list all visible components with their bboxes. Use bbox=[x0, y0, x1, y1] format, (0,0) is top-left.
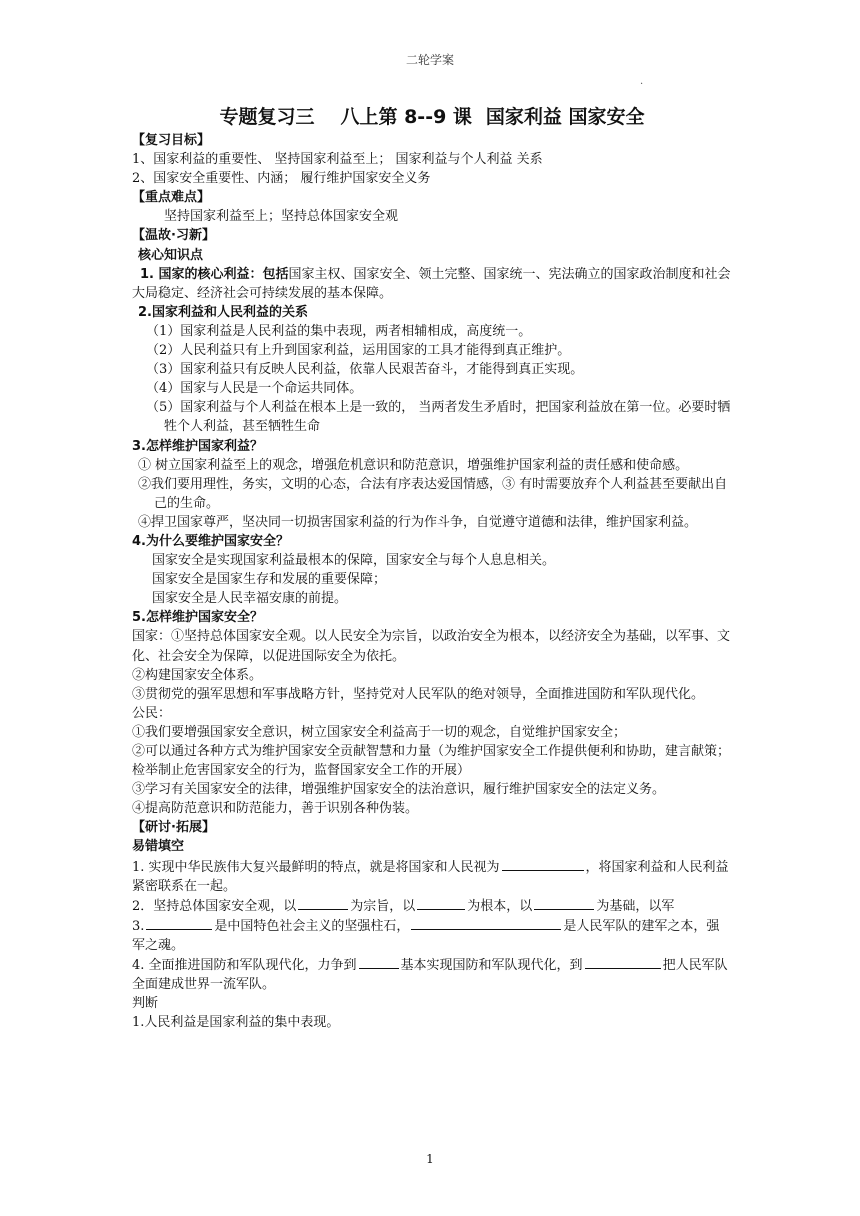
fill-4-text-b: 基本实现国防和军队现代化，到 bbox=[400, 958, 583, 974]
fill-blank[interactable] bbox=[585, 955, 661, 969]
knowledge-5-citizen-item: ③学习有关国家安全的法律，增强维护国家安全的法治意识，履行维护国家安全的法定义务。 bbox=[132, 782, 666, 798]
keys-heading: 【重点难点】 bbox=[132, 190, 211, 206]
fill-2-text-a: 2．坚持总体国家安全观，以 bbox=[132, 898, 297, 914]
fill-2-text-d: 为基础，以军 bbox=[596, 898, 675, 914]
fill-2-text-b: 为宗旨，以 bbox=[350, 898, 416, 914]
fill-blank[interactable] bbox=[417, 896, 465, 910]
knowledge-1-text: 国家主权、国家安全、领土完整、国家统一、宪法确立的国家政治制度和社会大局稳定、经济社会可持续发展的基本保障。 bbox=[132, 266, 731, 301]
title-part-3: 国家利益 国家安全 bbox=[485, 106, 645, 128]
title-part-2: 八上第 8--9 课 bbox=[340, 106, 472, 128]
fill-3-text-c: 是人民军队的建军之本，强军之魂。 bbox=[132, 918, 720, 953]
fill-3-text-b: 是中国特色社会主义的坚强柱石， bbox=[214, 918, 410, 934]
fill-1-text-a: 1. 实现中华民族伟大复兴最鲜明的特点，就是将国家和人民视为 bbox=[132, 859, 500, 875]
fill-heading: 易错填空 bbox=[132, 839, 185, 855]
fill-blank[interactable] bbox=[298, 896, 348, 910]
knowledge-5-state-item: 国家：①坚持总体国家安全观。以人民安全为宗旨，以政治安全为根本，以经济安全为基础，以军事、文化、社会安全为保障，以促进国际安全为依托。 bbox=[132, 629, 731, 664]
goals-heading: 【复习目标】 bbox=[132, 133, 211, 148]
judge-heading: 判断 bbox=[132, 996, 159, 1012]
knowledge-1-label: 1. 国家的核心利益：包括 bbox=[140, 266, 289, 282]
core-heading: 核心知识点 bbox=[138, 247, 204, 263]
fill-4-text-a: 4. 全面推进国防和军队现代化，力争到 bbox=[132, 958, 357, 974]
fill-blank[interactable] bbox=[502, 857, 584, 871]
knowledge-4-item: 国家安全是人民幸福安康的前提。 bbox=[152, 591, 348, 607]
page-number: 1 bbox=[426, 1152, 434, 1166]
keys-text: 坚持国家利益至上；坚持总体国家安全观 bbox=[164, 209, 399, 225]
goal-1: 1、国家利益的重要性、 坚持国家利益至上； 国家利益与个人利益 关系 bbox=[132, 152, 543, 168]
knowledge-2-item: （2）人民利益只有上升到国家利益，运用国家的工具才能得到真正维护。 bbox=[146, 343, 571, 359]
judge-item-1: 1.人民利益是国家利益的集中表现。 bbox=[132, 1015, 340, 1031]
knowledge-5-citizen-item: ④提高防范意识和防范能力，善于识别各种伪装。 bbox=[132, 801, 419, 817]
knowledge-3-item: ① 树立国家利益至上的观念，增强危机意识和防范意识，增强维护国家利益的责任感和使命感。 bbox=[138, 457, 689, 473]
goal-2: 2、国家安全重要性、内涵； 履行维护国家安全义务 bbox=[132, 171, 431, 187]
citizen-heading: 公民： bbox=[132, 705, 172, 721]
knowledge-4-item: 国家安全是国家生存和发展的重要保障； bbox=[152, 572, 387, 588]
fill-4-text-c: 把人民军队全面建成世界一流军队。 bbox=[132, 958, 728, 993]
knowledge-3-item: ②我们要用理性，务实，文明的心态，合法有序表达爱国情感，③ 有时需要放弃个人利益甚至要献出自己的生命。 bbox=[138, 476, 728, 511]
fill-question-2 bbox=[132, 896, 732, 916]
knowledge-1 bbox=[132, 265, 732, 303]
knowledge-2-item: （5）国家利益与个人利益在根本上是一致的， 当两者发生矛盾时，把国家利益放在第一位。必要时牺牲个人利益，甚至牺牲生命 bbox=[146, 400, 731, 435]
knowledge-4-heading: 4.为什么要维护国家安全？ bbox=[132, 533, 289, 549]
title-part-1: 专题复习三 bbox=[219, 106, 315, 128]
fill-blank[interactable] bbox=[359, 955, 399, 969]
fill-1-text-b: ，将国家利益和人民利益紧密联系在一起。 bbox=[132, 859, 729, 894]
fill-3-text-a: 3. bbox=[132, 918, 145, 934]
knowledge-2-item: （1）国家利益是人民利益的集中表现，两者相辅相成，高度统一。 bbox=[146, 323, 532, 339]
knowledge-3-heading: 3.怎样维护国家利益？ bbox=[132, 438, 263, 454]
header-dot: . bbox=[640, 76, 644, 87]
knowledge-2-item: （3）国家利益只有反映人民利益，依靠人民艰苦奋斗，才能得到真正实现。 bbox=[146, 362, 584, 378]
knowledge-3-item: ④捍卫国家尊严，坚决同一切损害国家利益的行为作斗争，自觉遵守道德和法律，维护国家利益。 bbox=[138, 514, 698, 530]
fill-question-4 bbox=[132, 955, 732, 994]
fill-question-3 bbox=[132, 916, 732, 955]
fill-2-text-c: 为根本，以 bbox=[467, 898, 533, 914]
knowledge-5-state-item: ②构建国家安全体系。 bbox=[132, 667, 263, 683]
knowledge-2-item: （4）国家与人民是一个命运共同体。 bbox=[146, 381, 363, 397]
fill-blank[interactable] bbox=[534, 896, 594, 910]
fill-blank[interactable] bbox=[411, 916, 561, 930]
knowledge-5-state-item: ③贯彻党的强军思想和军事战略方针，坚持党对人民军队的绝对领导，全面推进国防和军队现代化。 bbox=[132, 686, 705, 702]
knowledge-4-item: 国家安全是实现国家利益最根本的保障，国家安全与每个人息息相关。 bbox=[152, 553, 556, 569]
fill-blank[interactable] bbox=[146, 916, 212, 930]
knowledge-5-heading: 5.怎样维护国家安全？ bbox=[132, 610, 263, 626]
fill-question-1 bbox=[132, 857, 732, 896]
explore-heading: 【研讨·拓展】 bbox=[132, 820, 215, 836]
knowledge-5-citizen-item: ②可以通过各种方式为维护国家安全贡献智慧和力量（为维护国家安全工作提供便利和协助，建言献策；检举制止危害国家安全的行为，监督国家安全工作的开展） bbox=[132, 744, 731, 779]
document-body bbox=[132, 104, 732, 1032]
knowledge-2-heading: 2.国家利益和人民利益的关系 bbox=[138, 304, 308, 320]
review-heading: 【温故·习新】 bbox=[132, 228, 215, 244]
knowledge-5-citizen-item: ①我们要增强国家安全意识，树立国家安全利益高于一切的观念，自觉维护国家安全； bbox=[132, 724, 627, 740]
page-header: 二轮学案 bbox=[405, 53, 454, 67]
document-title bbox=[132, 104, 732, 130]
